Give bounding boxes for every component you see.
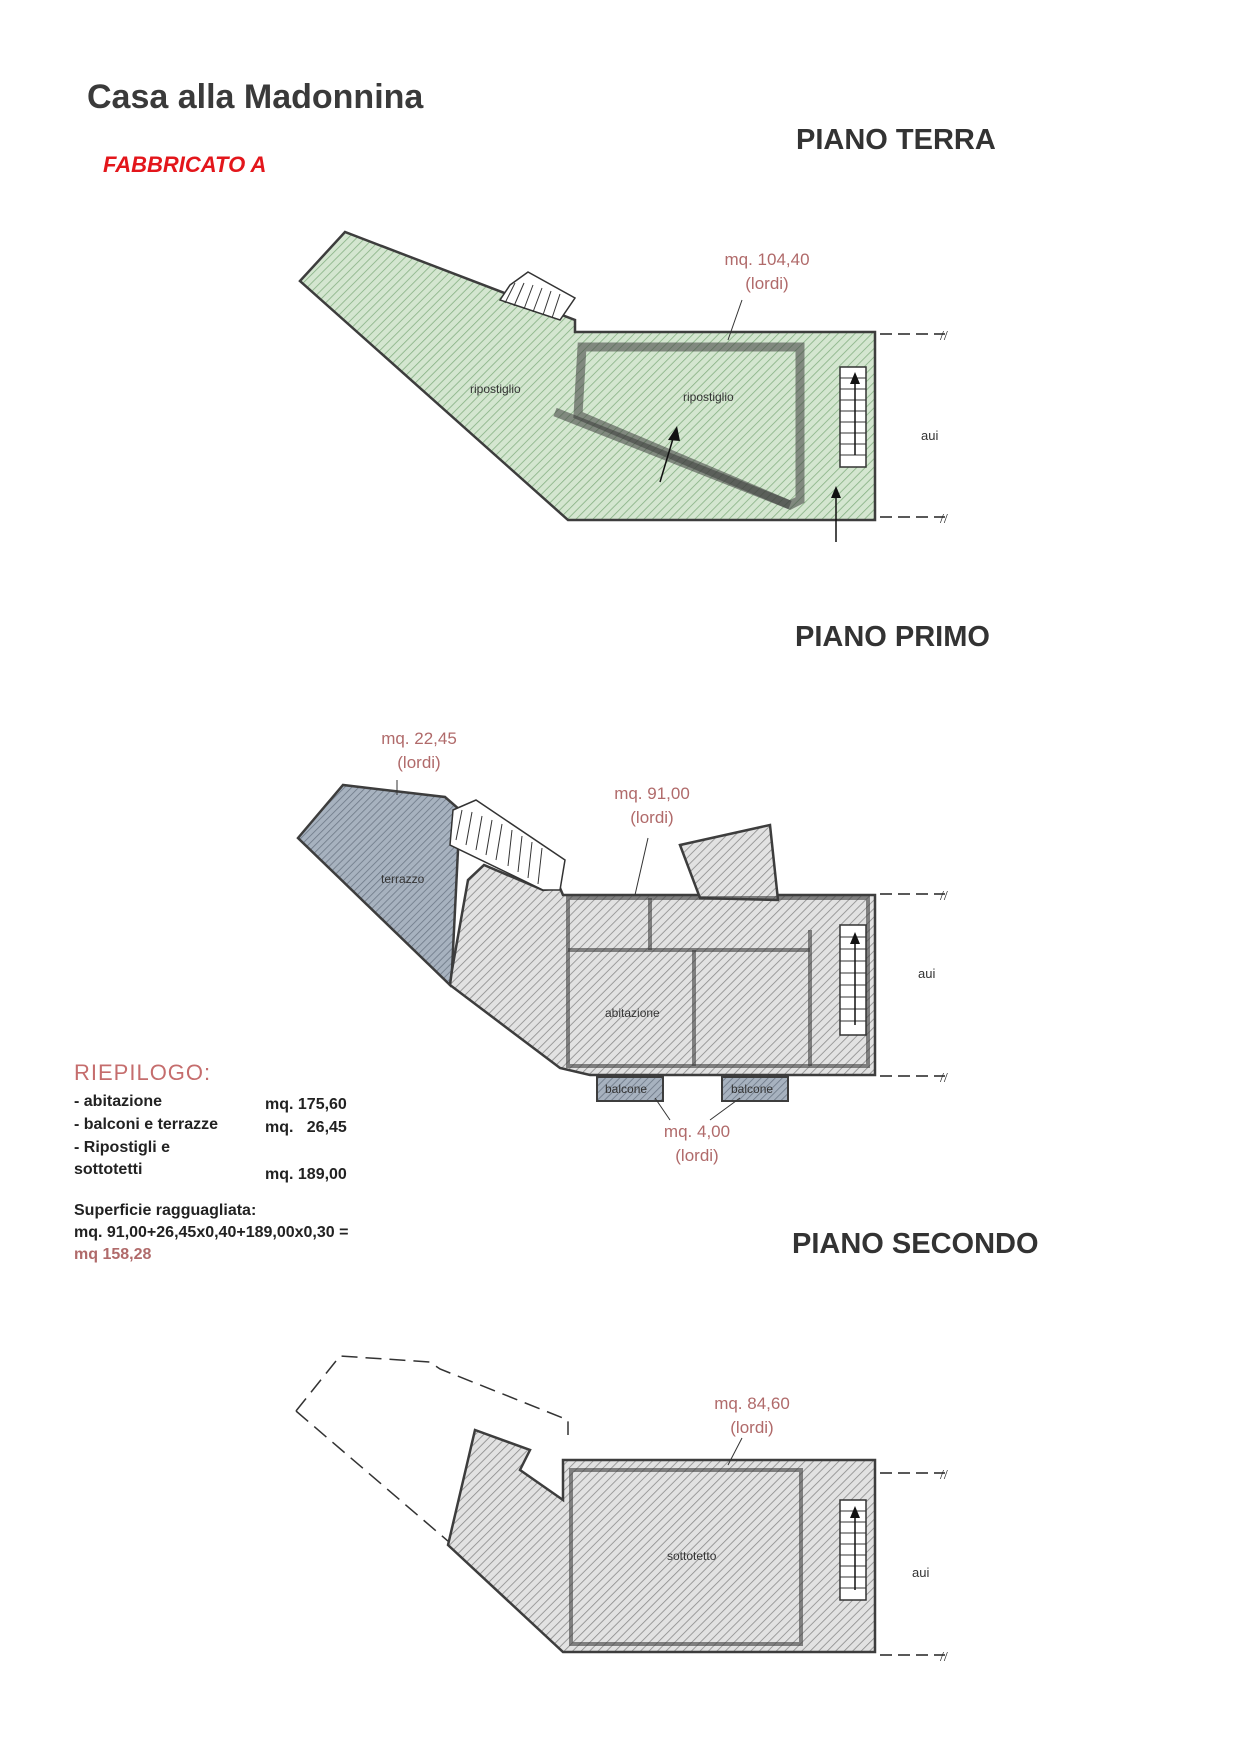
summary-row-label: - Ripostigli e xyxy=(74,1139,170,1156)
room-label: sottotetto xyxy=(667,1549,717,1563)
floor-title-terra: PIANO TERRA xyxy=(796,124,996,156)
svg-text://: // xyxy=(940,889,948,904)
room-label: terrazzo xyxy=(381,872,425,886)
area-label-terra: mq. 104,40 (lordi) xyxy=(724,250,810,293)
stair-right-terra xyxy=(840,367,866,467)
svg-text://: // xyxy=(940,1071,948,1086)
neighbor-label: aui xyxy=(912,1565,930,1580)
neighbor-label: aui xyxy=(921,428,939,443)
svg-text://: // xyxy=(940,1468,948,1483)
svg-text://: // xyxy=(940,1650,948,1665)
second-floor-outline xyxy=(448,1430,875,1652)
stair-right-secondo xyxy=(840,1500,866,1600)
svg-text://: // xyxy=(940,512,948,527)
room-label: balcone xyxy=(731,1082,774,1096)
summary-row-value: mq. 175,60 xyxy=(265,1096,347,1113)
terrace-shape xyxy=(298,785,460,985)
area-label-primo: mq. 91,00 (lordi) xyxy=(614,784,690,827)
formula-label: Superficie ragguagliata: xyxy=(74,1202,257,1219)
summary-heading: RIEPILOGO: xyxy=(74,1060,212,1085)
plan-piano-secondo xyxy=(296,1356,948,1665)
room-label: ripostiglio xyxy=(470,382,521,396)
plan-piano-primo xyxy=(298,780,948,1120)
stair-right-primo xyxy=(840,925,866,1035)
room-label: balcone xyxy=(605,1082,648,1096)
building-label: FABBRICATO A xyxy=(103,152,267,177)
room-label: ripostiglio xyxy=(683,390,734,404)
floor-title-secondo: PIANO SECONDO xyxy=(792,1228,1039,1260)
summary-row-label: - abitazione xyxy=(74,1093,163,1110)
formula-result: mq 158,28 xyxy=(74,1246,152,1263)
summary-row-value: mq. 26,45 xyxy=(265,1119,347,1136)
summary-row-label: sottotetti xyxy=(74,1161,143,1178)
area-label-secondo: mq. 84,60 (lordi) xyxy=(714,1394,790,1437)
bay-window xyxy=(680,825,778,900)
area-label-terrace: mq. 22,45 (lordi) xyxy=(381,729,457,772)
neighbor-label: aui xyxy=(918,966,936,981)
formula: mq. 91,00+26,45x0,40+189,00x0,30 = xyxy=(74,1224,349,1241)
summary-row-label: - balconi e terrazze xyxy=(74,1116,219,1133)
summary-row-value: mq. 189,00 xyxy=(265,1166,347,1183)
plan-piano-terra xyxy=(300,232,948,542)
floor-title-primo: PIANO PRIMO xyxy=(795,621,990,653)
room-label: abitazione xyxy=(605,1006,660,1020)
area-label-balconies: mq. 4,00 (lordi) xyxy=(663,1122,731,1165)
svg-text://: // xyxy=(940,329,948,344)
document-title: Casa alla Madonnina xyxy=(87,78,424,116)
